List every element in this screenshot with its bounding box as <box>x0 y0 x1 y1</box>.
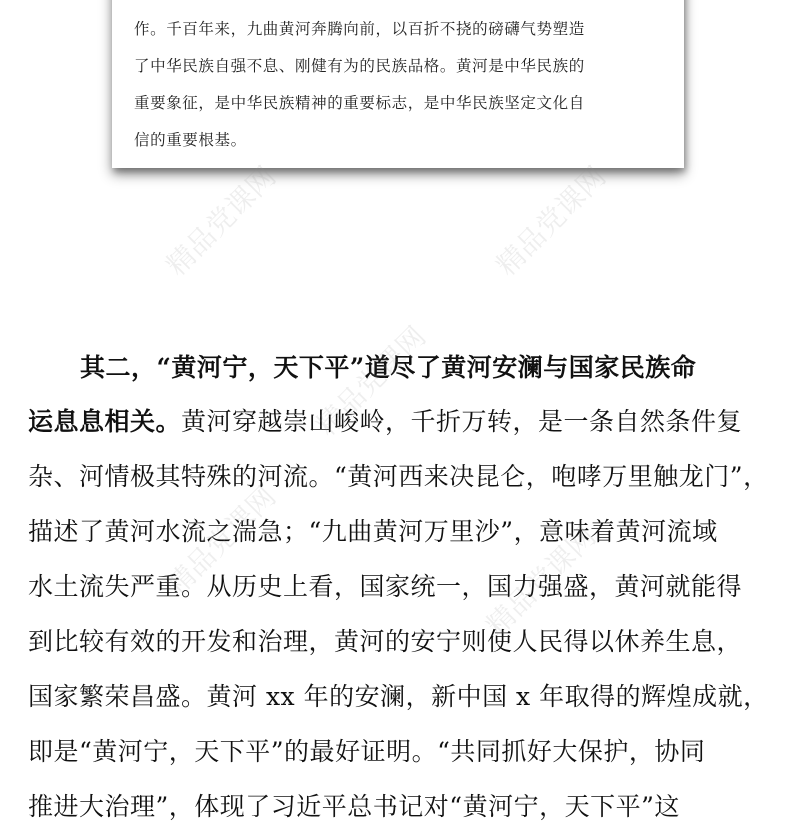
quote-line: 了中华民族自强不息、刚健有为的民族品格。黄河是中华民族的 <box>134 57 585 75</box>
quote-box <box>112 0 684 168</box>
watermark: 精品党课网 <box>309 319 433 443</box>
watermark: 精品党课网 <box>479 519 603 643</box>
paragraph-text: 黄河穿越崇山峻岭，千折万转，是一条自然条件复 <box>181 407 743 436</box>
paragraph-line: 即是“黄河宁，天下平”的最好证明。“共同抓好大保护，协同 <box>28 737 706 766</box>
paragraph-line: 水土流失严重。从历史上看，国家统一，国力强盛，黄河就能得 <box>28 572 743 601</box>
paragraph-line: 推进大治理”，体现了习近平总书记对“黄河宁，天下平”这 <box>28 792 680 821</box>
paragraph-heading-end: 运息息相关。 <box>28 407 182 436</box>
quote-line <box>134 0 539 2</box>
paragraph-heading-line: 其二，“黄河宁，天下平”道尽了黄河安澜与国家民族命 <box>80 353 697 382</box>
paragraph-line: 国家繁荣昌盛。黄河 xx 年的安澜，新中国 x 年取得的辉煌成就， <box>28 682 769 711</box>
quote-line: 作。千百年来，九曲黄河奔腾向前，以百折不挠的磅礴气势塑造 <box>134 20 585 38</box>
paragraph-line <box>28 402 742 438</box>
watermark: 精品党课网 <box>159 479 283 603</box>
watermark: 精品党课网 <box>159 159 283 283</box>
paragraph-line: 到比较有效的开发和治理，黄河的安宁则使人民得以休养生息， <box>28 627 743 656</box>
quote-line: 重要象征，是中华民族精神的重要标志，是中华民族坚定文化自 <box>134 94 585 112</box>
watermark: 精品党课网 <box>489 159 613 283</box>
quote-line: 信的重要根基。 <box>134 131 247 149</box>
paragraph-line: 描述了黄河水流之湍急；“九曲黄河万里沙”，意味着黄河流域 <box>28 517 718 546</box>
paragraph-line: 杂、河情极其特殊的河流。“黄河西来决昆仑，咆哮万里触龙门”， <box>28 462 769 491</box>
